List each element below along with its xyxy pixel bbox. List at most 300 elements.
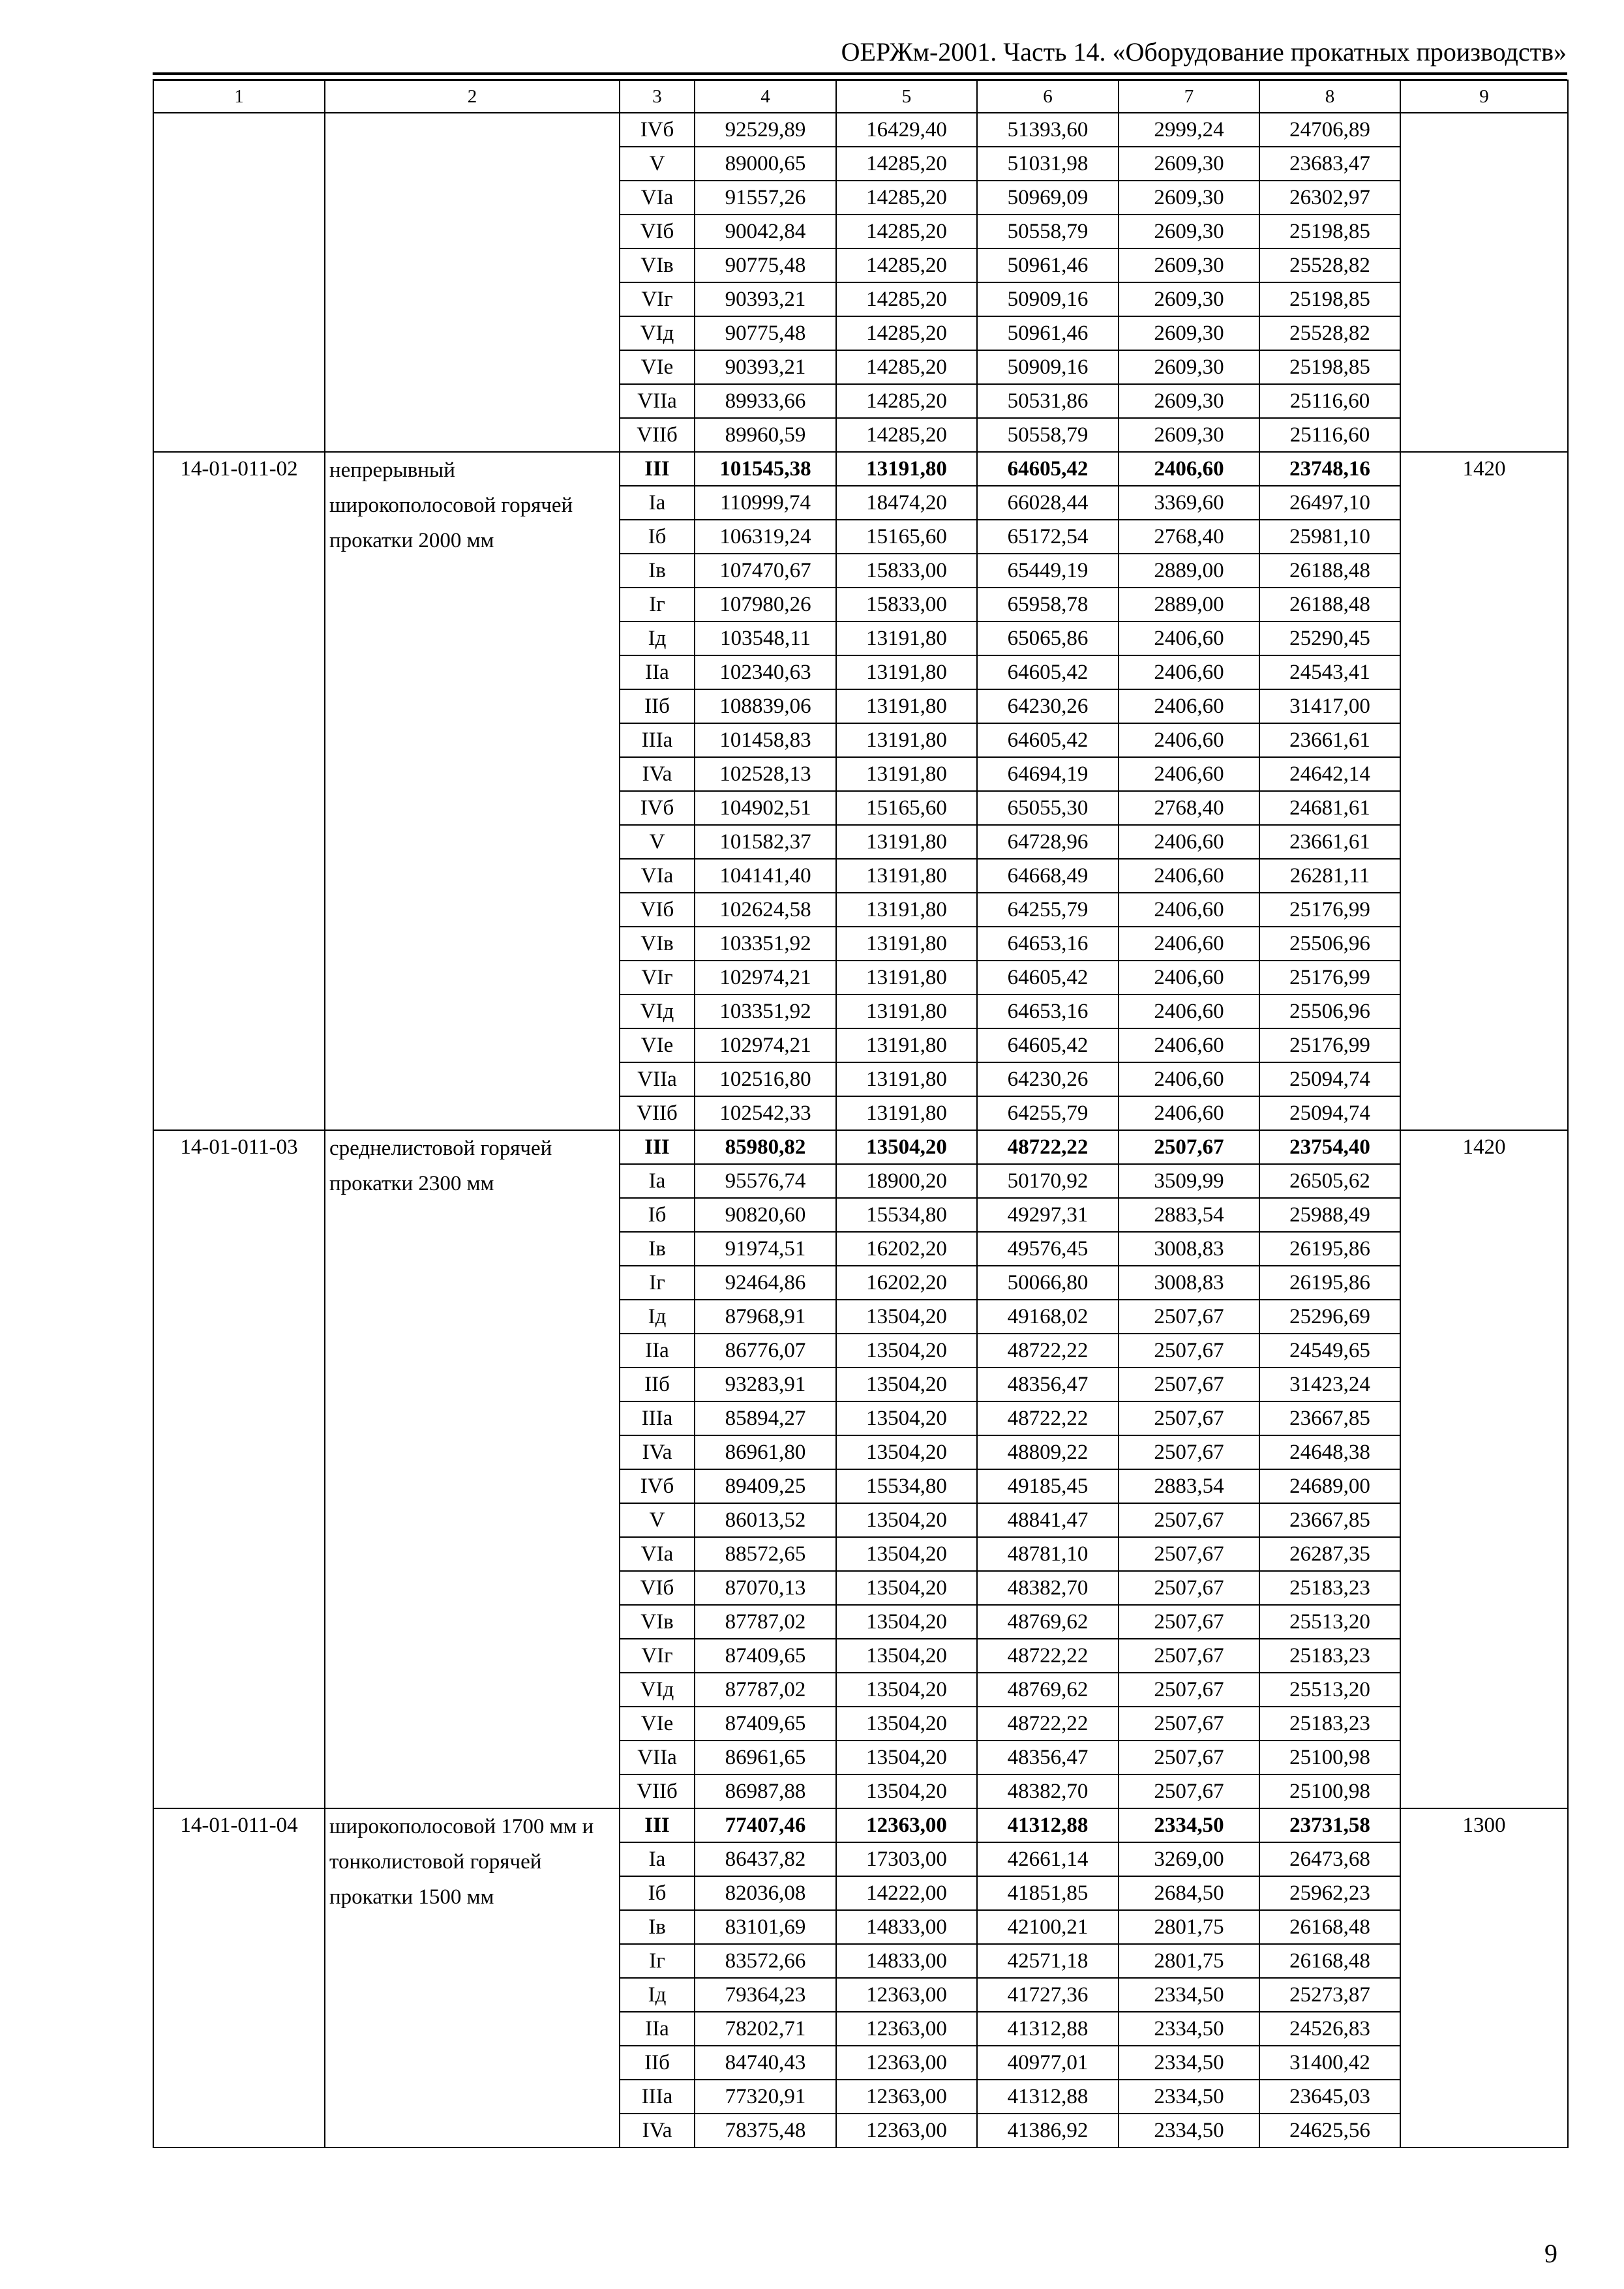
value-cell: 65172,54 [977, 520, 1119, 554]
value-cell: 2334,50 [1119, 2046, 1259, 2080]
zone-cell: VIe [620, 1028, 695, 1062]
value-cell: 48722,22 [977, 1130, 1119, 1164]
value-cell: 101458,83 [695, 723, 836, 757]
value-cell: 23748,16 [1259, 452, 1400, 486]
value-cell: 25183,23 [1259, 1571, 1400, 1605]
value-cell: 48722,22 [977, 1401, 1119, 1435]
value-cell: 102340,63 [695, 655, 836, 689]
value-cell: 2334,50 [1119, 1808, 1259, 1842]
zone-cell: VIa [620, 859, 695, 893]
zone-cell: IIб [620, 1368, 695, 1401]
zone-cell: VIв [620, 927, 695, 961]
value-cell: 13191,80 [836, 757, 977, 791]
value-cell: 2507,67 [1119, 1368, 1259, 1401]
value-cell: 106319,24 [695, 520, 836, 554]
value-cell: 50909,16 [977, 282, 1119, 316]
value-cell: 2889,00 [1119, 554, 1259, 588]
value-cell: 64255,79 [977, 1096, 1119, 1130]
value-cell: 14285,20 [836, 181, 977, 215]
value-cell: 2406,60 [1119, 995, 1259, 1028]
value-cell: 86013,52 [695, 1503, 836, 1537]
value-cell: 26497,10 [1259, 486, 1400, 520]
value-cell: 24689,00 [1259, 1469, 1400, 1503]
zone-cell: IIIa [620, 1401, 695, 1435]
value-cell: 31400,42 [1259, 2046, 1400, 2080]
value-cell: 102542,33 [695, 1096, 836, 1130]
zone-cell: III [620, 1808, 695, 1842]
zone-cell: VIIa [620, 1062, 695, 1096]
value-cell: 25100,98 [1259, 1741, 1400, 1774]
value-cell: 50909,16 [977, 350, 1119, 384]
value-cell: 77320,91 [695, 2080, 836, 2114]
value-cell: 42100,21 [977, 1910, 1119, 1944]
column-9-value: 1420 [1400, 452, 1568, 1130]
value-cell: 25094,74 [1259, 1096, 1400, 1130]
value-cell: 3509,99 [1119, 1164, 1259, 1198]
value-cell: 78375,48 [695, 2114, 836, 2147]
value-cell: 40977,01 [977, 2046, 1119, 2080]
value-cell: 25506,96 [1259, 927, 1400, 961]
value-cell: 86987,88 [695, 1774, 836, 1808]
value-cell: 2609,30 [1119, 147, 1259, 181]
value-cell: 90042,84 [695, 215, 836, 248]
column-number: 3 [620, 80, 695, 113]
page-number: 9 [1544, 2239, 1557, 2268]
value-cell: 82036,08 [695, 1876, 836, 1910]
value-cell: 41727,36 [977, 1978, 1119, 2012]
value-cell: 25183,23 [1259, 1639, 1400, 1673]
value-cell: 48841,47 [977, 1503, 1119, 1537]
value-cell: 103548,11 [695, 621, 836, 655]
value-cell: 108839,06 [695, 689, 836, 723]
column-number: 2 [325, 80, 620, 113]
value-cell: 107980,26 [695, 588, 836, 621]
value-cell: 2406,60 [1119, 723, 1259, 757]
value-cell: 13504,20 [836, 1368, 977, 1401]
value-cell: 2768,40 [1119, 520, 1259, 554]
value-cell: 25506,96 [1259, 995, 1400, 1028]
value-cell: 87070,13 [695, 1571, 836, 1605]
zone-cell: Ia [620, 1164, 695, 1198]
value-cell: 13504,20 [836, 1639, 977, 1673]
value-cell: 50170,92 [977, 1164, 1119, 1198]
value-cell: 2406,60 [1119, 452, 1259, 486]
value-cell: 104902,51 [695, 791, 836, 825]
value-cell: 88572,65 [695, 1537, 836, 1571]
zone-cell: IIa [620, 2012, 695, 2046]
value-cell: 95576,74 [695, 1164, 836, 1198]
item-name: среднелистовой горячей прокатки 2300 мм [325, 1130, 620, 1808]
value-cell: 2406,60 [1119, 825, 1259, 859]
value-cell: 66028,44 [977, 486, 1119, 520]
table-row [153, 452, 1568, 486]
value-cell: 13191,80 [836, 1028, 977, 1062]
zone-cell: Iв [620, 1232, 695, 1266]
value-cell: 2609,30 [1119, 248, 1259, 282]
value-cell: 24706,89 [1259, 113, 1400, 147]
value-cell: 14285,20 [836, 316, 977, 350]
value-cell: 13191,80 [836, 1096, 977, 1130]
value-cell: 14285,20 [836, 350, 977, 384]
zone-cell: Iг [620, 1266, 695, 1300]
value-cell: 65449,19 [977, 554, 1119, 588]
item-code: 14-01-011-04 [153, 1808, 325, 2147]
value-cell: 26168,48 [1259, 1944, 1400, 1978]
column-number: 5 [836, 80, 977, 113]
zone-cell: IIб [620, 2046, 695, 2080]
value-cell: 26473,68 [1259, 1842, 1400, 1876]
value-cell: 50066,80 [977, 1266, 1119, 1300]
price-table [153, 80, 1569, 2148]
value-cell: 65958,78 [977, 588, 1119, 621]
value-cell: 13191,80 [836, 995, 977, 1028]
zone-cell: VIe [620, 1707, 695, 1741]
value-cell: 13191,80 [836, 893, 977, 927]
value-cell: 15165,60 [836, 791, 977, 825]
value-cell: 13504,20 [836, 1605, 977, 1639]
value-cell: 31423,24 [1259, 1368, 1400, 1401]
value-cell: 13191,80 [836, 927, 977, 961]
value-cell: 48722,22 [977, 1639, 1119, 1673]
value-cell: 12363,00 [836, 2080, 977, 2114]
value-cell: 2609,30 [1119, 181, 1259, 215]
value-cell: 25176,99 [1259, 893, 1400, 927]
value-cell: 25183,23 [1259, 1707, 1400, 1741]
value-cell: 26168,48 [1259, 1910, 1400, 1944]
value-cell: 24648,38 [1259, 1435, 1400, 1469]
value-cell: 85894,27 [695, 1401, 836, 1435]
zone-cell: V [620, 825, 695, 859]
value-cell: 2406,60 [1119, 689, 1259, 723]
zone-cell: IVa [620, 2114, 695, 2147]
value-cell: 101545,38 [695, 452, 836, 486]
value-cell: 48809,22 [977, 1435, 1119, 1469]
value-cell: 90775,48 [695, 316, 836, 350]
zone-cell: V [620, 1503, 695, 1537]
value-cell: 25962,23 [1259, 1876, 1400, 1910]
value-cell: 64605,42 [977, 655, 1119, 689]
value-cell: 13191,80 [836, 689, 977, 723]
value-cell: 2507,67 [1119, 1741, 1259, 1774]
column-number: 4 [695, 80, 836, 113]
value-cell: 15534,80 [836, 1469, 977, 1503]
value-cell: 50961,46 [977, 248, 1119, 282]
zone-cell: VIe [620, 350, 695, 384]
value-cell: 85980,82 [695, 1130, 836, 1164]
item-name: непрерывный широкополосовой горячей прокатки 2000 мм [325, 452, 620, 1130]
value-cell: 2507,67 [1119, 1130, 1259, 1164]
zone-cell: IIIa [620, 723, 695, 757]
value-cell: 13191,80 [836, 655, 977, 689]
value-cell: 13504,20 [836, 1130, 977, 1164]
value-cell: 102974,21 [695, 961, 836, 995]
value-cell: 2609,30 [1119, 384, 1259, 418]
value-cell: 2334,50 [1119, 2114, 1259, 2147]
value-cell: 15165,60 [836, 520, 977, 554]
zone-cell: IVб [620, 791, 695, 825]
value-cell: 26505,62 [1259, 1164, 1400, 1198]
value-cell: 50531,86 [977, 384, 1119, 418]
value-cell: 107470,67 [695, 554, 836, 588]
value-cell: 86776,07 [695, 1334, 836, 1368]
zone-cell: VIIб [620, 1096, 695, 1130]
table-body [153, 80, 1568, 2147]
value-cell: 89960,59 [695, 418, 836, 452]
value-cell: 25513,20 [1259, 1605, 1400, 1639]
value-cell: 2507,67 [1119, 1605, 1259, 1639]
value-cell: 18474,20 [836, 486, 977, 520]
item-name [325, 113, 620, 452]
value-cell: 86961,80 [695, 1435, 836, 1469]
value-cell: 64653,16 [977, 995, 1119, 1028]
value-cell: 13191,80 [836, 961, 977, 995]
value-cell: 23683,47 [1259, 147, 1400, 181]
value-cell: 2406,60 [1119, 757, 1259, 791]
value-cell: 23731,58 [1259, 1808, 1400, 1842]
value-cell: 84740,43 [695, 2046, 836, 2080]
value-cell: 49297,31 [977, 1198, 1119, 1232]
value-cell: 2609,30 [1119, 418, 1259, 452]
value-cell: 15833,00 [836, 554, 977, 588]
value-cell: 14833,00 [836, 1910, 977, 1944]
value-cell: 16202,20 [836, 1232, 977, 1266]
value-cell: 2406,60 [1119, 859, 1259, 893]
zone-cell: Iв [620, 554, 695, 588]
column-number: 6 [977, 80, 1119, 113]
value-cell: 89000,65 [695, 147, 836, 181]
value-cell: 14285,20 [836, 248, 977, 282]
value-cell: 13504,20 [836, 1774, 977, 1808]
value-cell: 92529,89 [695, 113, 836, 147]
value-cell: 64255,79 [977, 893, 1119, 927]
value-cell: 25176,99 [1259, 961, 1400, 995]
zone-cell: Iд [620, 621, 695, 655]
value-cell: 25198,85 [1259, 215, 1400, 248]
value-cell: 2507,67 [1119, 1334, 1259, 1368]
value-cell: 2406,60 [1119, 961, 1259, 995]
zone-cell: V [620, 147, 695, 181]
value-cell: 86437,82 [695, 1842, 836, 1876]
zone-cell: VIд [620, 316, 695, 350]
zone-cell: Iг [620, 1944, 695, 1978]
zone-cell: VIд [620, 995, 695, 1028]
value-cell: 24543,41 [1259, 655, 1400, 689]
value-cell: 2406,60 [1119, 893, 1259, 927]
zone-cell: IIa [620, 1334, 695, 1368]
value-cell: 13504,20 [836, 1673, 977, 1707]
value-cell: 64668,49 [977, 859, 1119, 893]
value-cell: 103351,92 [695, 995, 836, 1028]
value-cell: 2609,30 [1119, 282, 1259, 316]
value-cell: 2507,67 [1119, 1571, 1259, 1605]
value-cell: 91557,26 [695, 181, 836, 215]
value-cell: 12363,00 [836, 2114, 977, 2147]
zone-cell: IVб [620, 1469, 695, 1503]
value-cell: 87968,91 [695, 1300, 836, 1334]
value-cell: 50969,09 [977, 181, 1119, 215]
value-cell: 48769,62 [977, 1605, 1119, 1639]
value-cell: 14285,20 [836, 215, 977, 248]
column-number-row [153, 80, 1568, 113]
zone-cell: VIIa [620, 384, 695, 418]
value-cell: 13191,80 [836, 452, 977, 486]
value-cell: 90393,21 [695, 350, 836, 384]
value-cell: 49168,02 [977, 1300, 1119, 1334]
value-cell: 17303,00 [836, 1842, 977, 1876]
zone-cell: IVa [620, 757, 695, 791]
value-cell: 41312,88 [977, 1808, 1119, 1842]
value-cell: 13504,20 [836, 1537, 977, 1571]
value-cell: 2609,30 [1119, 215, 1259, 248]
value-cell: 48382,70 [977, 1774, 1119, 1808]
value-cell: 26287,35 [1259, 1537, 1400, 1571]
value-cell: 65055,30 [977, 791, 1119, 825]
value-cell: 13191,80 [836, 1062, 977, 1096]
zone-cell: IVa [620, 1435, 695, 1469]
value-cell: 13504,20 [836, 1334, 977, 1368]
value-cell: 64653,16 [977, 927, 1119, 961]
value-cell: 25198,85 [1259, 350, 1400, 384]
value-cell: 77407,46 [695, 1808, 836, 1842]
value-cell: 41386,92 [977, 2114, 1119, 2147]
value-cell: 87787,02 [695, 1605, 836, 1639]
zone-cell: VIa [620, 181, 695, 215]
value-cell: 42661,14 [977, 1842, 1119, 1876]
zone-cell: Iг [620, 588, 695, 621]
value-cell: 2334,50 [1119, 1978, 1259, 2012]
value-cell: 2883,54 [1119, 1198, 1259, 1232]
value-cell: 26281,11 [1259, 859, 1400, 893]
value-cell: 102516,80 [695, 1062, 836, 1096]
value-cell: 25094,74 [1259, 1062, 1400, 1096]
value-cell: 26195,86 [1259, 1266, 1400, 1300]
value-cell: 25198,85 [1259, 282, 1400, 316]
value-cell: 24526,83 [1259, 2012, 1400, 2046]
value-cell: 2999,24 [1119, 113, 1259, 147]
column-number: 8 [1259, 80, 1400, 113]
value-cell: 25273,87 [1259, 1978, 1400, 2012]
value-cell: 13191,80 [836, 825, 977, 859]
value-cell: 102528,13 [695, 757, 836, 791]
value-cell: 49185,45 [977, 1469, 1119, 1503]
value-cell: 2507,67 [1119, 1673, 1259, 1707]
value-cell: 48356,47 [977, 1741, 1119, 1774]
zone-cell: Ia [620, 1842, 695, 1876]
value-cell: 2334,50 [1119, 2080, 1259, 2114]
value-cell: 23645,03 [1259, 2080, 1400, 2114]
value-cell: 13504,20 [836, 1503, 977, 1537]
value-cell: 41312,88 [977, 2080, 1119, 2114]
zone-cell: III [620, 1130, 695, 1164]
column-number: 1 [153, 80, 325, 113]
value-cell: 90820,60 [695, 1198, 836, 1232]
value-cell: 13504,20 [836, 1571, 977, 1605]
item-code [153, 113, 325, 452]
value-cell: 12363,00 [836, 1808, 977, 1842]
value-cell: 16429,40 [836, 113, 977, 147]
zone-cell: Iд [620, 1978, 695, 2012]
value-cell: 23661,61 [1259, 825, 1400, 859]
table-row [153, 1130, 1568, 1164]
value-cell: 78202,71 [695, 2012, 836, 2046]
value-cell: 64605,42 [977, 961, 1119, 995]
value-cell: 25513,20 [1259, 1673, 1400, 1707]
value-cell: 42571,18 [977, 1944, 1119, 1978]
zone-cell: VIг [620, 282, 695, 316]
value-cell: 64605,42 [977, 1028, 1119, 1062]
value-cell: 25528,82 [1259, 316, 1400, 350]
value-cell: 13504,20 [836, 1707, 977, 1741]
value-cell: 13191,80 [836, 859, 977, 893]
value-cell: 92464,86 [695, 1266, 836, 1300]
value-cell: 14285,20 [836, 147, 977, 181]
header-rule-thick [153, 72, 1567, 75]
value-cell: 41851,85 [977, 1876, 1119, 1910]
value-cell: 13504,20 [836, 1435, 977, 1469]
value-cell: 25988,49 [1259, 1198, 1400, 1232]
value-cell: 25290,45 [1259, 621, 1400, 655]
value-cell: 13504,20 [836, 1300, 977, 1334]
value-cell: 12363,00 [836, 2046, 977, 2080]
value-cell: 50558,79 [977, 215, 1119, 248]
value-cell: 3008,83 [1119, 1232, 1259, 1266]
value-cell: 12363,00 [836, 2012, 977, 2046]
value-cell: 49576,45 [977, 1232, 1119, 1266]
value-cell: 2406,60 [1119, 927, 1259, 961]
zone-cell: VIг [620, 961, 695, 995]
value-cell: 25528,82 [1259, 248, 1400, 282]
value-cell: 2609,30 [1119, 350, 1259, 384]
value-cell: 26302,97 [1259, 181, 1400, 215]
value-cell: 90775,48 [695, 248, 836, 282]
zone-cell: VIг [620, 1639, 695, 1673]
column-9-value [1400, 113, 1568, 452]
value-cell: 90393,21 [695, 282, 836, 316]
value-cell: 2507,67 [1119, 1639, 1259, 1673]
value-cell: 79364,23 [695, 1978, 836, 2012]
value-cell: 25176,99 [1259, 1028, 1400, 1062]
value-cell: 104141,40 [695, 859, 836, 893]
value-cell: 25100,98 [1259, 1774, 1400, 1808]
value-cell: 14285,20 [836, 418, 977, 452]
value-cell: 91974,51 [695, 1232, 836, 1266]
value-cell: 12363,00 [836, 1978, 977, 2012]
value-cell: 14833,00 [836, 1944, 977, 1978]
value-cell: 51031,98 [977, 147, 1119, 181]
value-cell: 86961,65 [695, 1741, 836, 1774]
value-cell: 2768,40 [1119, 791, 1259, 825]
value-cell: 2507,67 [1119, 1300, 1259, 1334]
value-cell: 83572,66 [695, 1944, 836, 1978]
value-cell: 15833,00 [836, 588, 977, 621]
value-cell: 24642,14 [1259, 757, 1400, 791]
zone-cell: VIa [620, 1537, 695, 1571]
zone-cell: VIв [620, 248, 695, 282]
zone-cell: IIIa [620, 2080, 695, 2114]
value-cell: 48781,10 [977, 1537, 1119, 1571]
zone-cell: Iб [620, 520, 695, 554]
value-cell: 2406,60 [1119, 621, 1259, 655]
value-cell: 2507,67 [1119, 1435, 1259, 1469]
zone-cell: Iб [620, 1876, 695, 1910]
item-code: 14-01-011-02 [153, 452, 325, 1130]
table-row [153, 113, 1568, 147]
value-cell: 3269,00 [1119, 1842, 1259, 1876]
document-header-title: ОЕРЖм-2001. Часть 14. «Оборудование прокатных производств» [841, 37, 1567, 67]
zone-cell: IVб [620, 113, 695, 147]
value-cell: 64230,26 [977, 1062, 1119, 1096]
value-cell: 50961,46 [977, 316, 1119, 350]
